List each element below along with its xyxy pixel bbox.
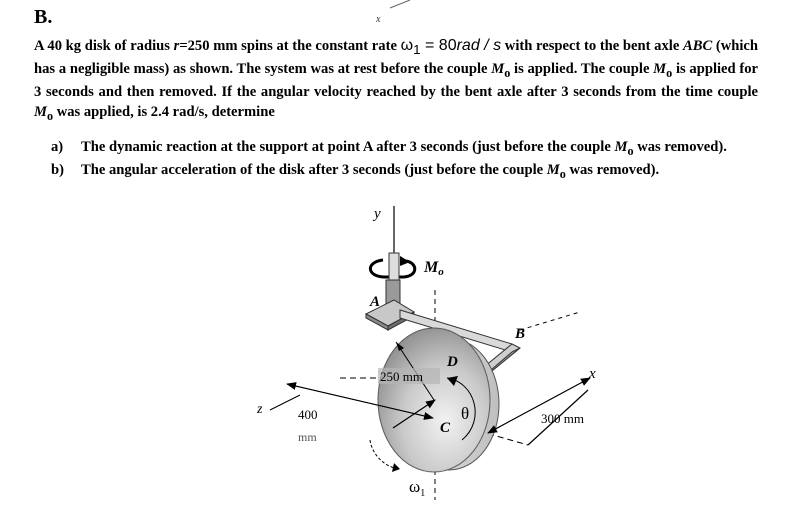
dimension-300 xyxy=(488,378,590,433)
omega-label xyxy=(409,477,425,499)
couple-symbol-2: M xyxy=(653,60,667,77)
couple-label xyxy=(423,259,444,278)
couple-subscript: o xyxy=(559,167,566,182)
couple-subscript-2: o xyxy=(666,65,673,80)
point-a-label: A xyxy=(370,294,381,310)
couple-subscript: o xyxy=(627,143,634,158)
section-heading: B. xyxy=(34,6,53,28)
radius-symbol: r xyxy=(173,38,180,54)
top-x-label: x xyxy=(376,14,381,25)
top-fragment xyxy=(375,0,410,25)
part-text-before: The dynamic reaction at the support at point A after 3 seconds (just before the couple xyxy=(81,139,615,155)
problem-text-5: is applied. The couple xyxy=(510,60,654,77)
couple-subscript-1: o xyxy=(504,65,511,80)
problem-text-4: (which has a negligible mass) as shown. The system was at rest before the couple xyxy=(34,38,759,77)
dim-400-label: 400 xyxy=(298,407,318,422)
omega-unit: rad / s xyxy=(456,37,502,54)
omega-label-symbol: ω xyxy=(409,477,421,496)
couple-symbol-1: M xyxy=(491,60,505,77)
point-c-label: C xyxy=(440,420,451,436)
dim-400-unit: mm xyxy=(298,430,317,444)
point-b-label: B xyxy=(515,326,526,342)
y-axis-label: y xyxy=(374,206,381,222)
couple-arrow xyxy=(370,253,444,281)
couple-symbol-3: M xyxy=(34,103,47,120)
dim-300-label: 300 mm xyxy=(541,411,584,426)
y-axis xyxy=(372,206,394,255)
theta-label: θ xyxy=(461,404,470,423)
part-marker: b) xyxy=(51,162,64,179)
couple-label-m: M xyxy=(424,259,439,276)
axle-label: ABC xyxy=(682,38,713,54)
problem-text-1: A 40 kg disk of radius xyxy=(34,38,174,54)
point-d-label: D xyxy=(447,354,458,370)
omega-label-sub: 1 xyxy=(420,488,426,499)
omega-value: = 80 xyxy=(420,37,457,54)
couple-label-sub: o xyxy=(438,266,444,278)
part-text-after: was removed). xyxy=(633,139,727,155)
couple-symbol: M xyxy=(546,162,560,179)
couple-symbol: M xyxy=(614,139,628,155)
omega-symbol: ω xyxy=(400,37,414,54)
z-axis-label: z xyxy=(257,402,263,417)
couple-subscript-3: o xyxy=(46,108,54,123)
part-text-after: was removed). xyxy=(565,162,660,179)
z-axis xyxy=(256,395,300,417)
problem-text-7: was applied, is 2.4 rad/s, determine xyxy=(53,103,275,120)
problem-text-2: =250 mm spins at the constant rate xyxy=(179,38,401,54)
problem-text-6: is applied for 3 seconds and then removed. If the angular velocity reached by the bent axle after 3 seconds from the time couple xyxy=(34,60,759,101)
support-a xyxy=(366,280,414,330)
radius-label: 250 mm xyxy=(380,369,423,384)
x-axis-label: x xyxy=(589,366,596,382)
b-extension-line xyxy=(520,312,580,330)
problem-text-3: with respect to the bent axle xyxy=(501,38,683,54)
part-marker: a) xyxy=(51,139,64,155)
disk xyxy=(378,328,499,472)
omega-subscript: 1 xyxy=(413,42,421,58)
part-text-before: The angular acceleration of the disk after 3 seconds (just before the couple xyxy=(81,162,547,179)
